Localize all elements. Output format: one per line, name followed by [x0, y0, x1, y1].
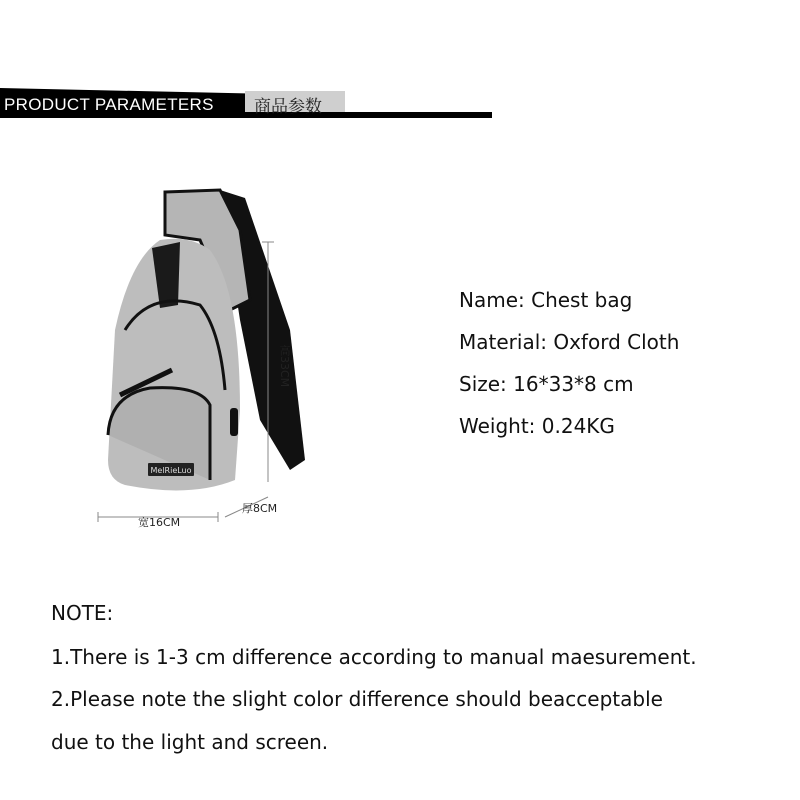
- note-line-1: 1.There is 1-3 cm difference according to manual maesurement.: [51, 645, 697, 669]
- svg-text:MelRieLuo: MelRieLuo: [150, 466, 192, 475]
- spec-material: Material: Oxford Cloth: [459, 330, 680, 354]
- spec-name: Name: Chest bag: [459, 288, 633, 312]
- spec-weight: Weight: 0.24KG: [459, 414, 615, 438]
- section-header: [0, 83, 500, 123]
- spec-size: Size: 16*33*8 cm: [459, 372, 634, 396]
- header-title-en: PRODUCT PARAMETERS: [4, 95, 214, 114]
- note-line-2: 2.Please note the slight color difference should beacceptable: [51, 687, 663, 711]
- width-label: 宽16CM: [138, 516, 181, 529]
- height-label: 高33CM: [278, 345, 291, 388]
- product-image: [90, 180, 310, 540]
- note-title: NOTE:: [51, 601, 114, 625]
- note-line-3: due to the light and screen.: [51, 730, 329, 754]
- depth-label: 厚8CM: [242, 502, 278, 515]
- header-title-cn: 商品参数: [254, 97, 322, 117]
